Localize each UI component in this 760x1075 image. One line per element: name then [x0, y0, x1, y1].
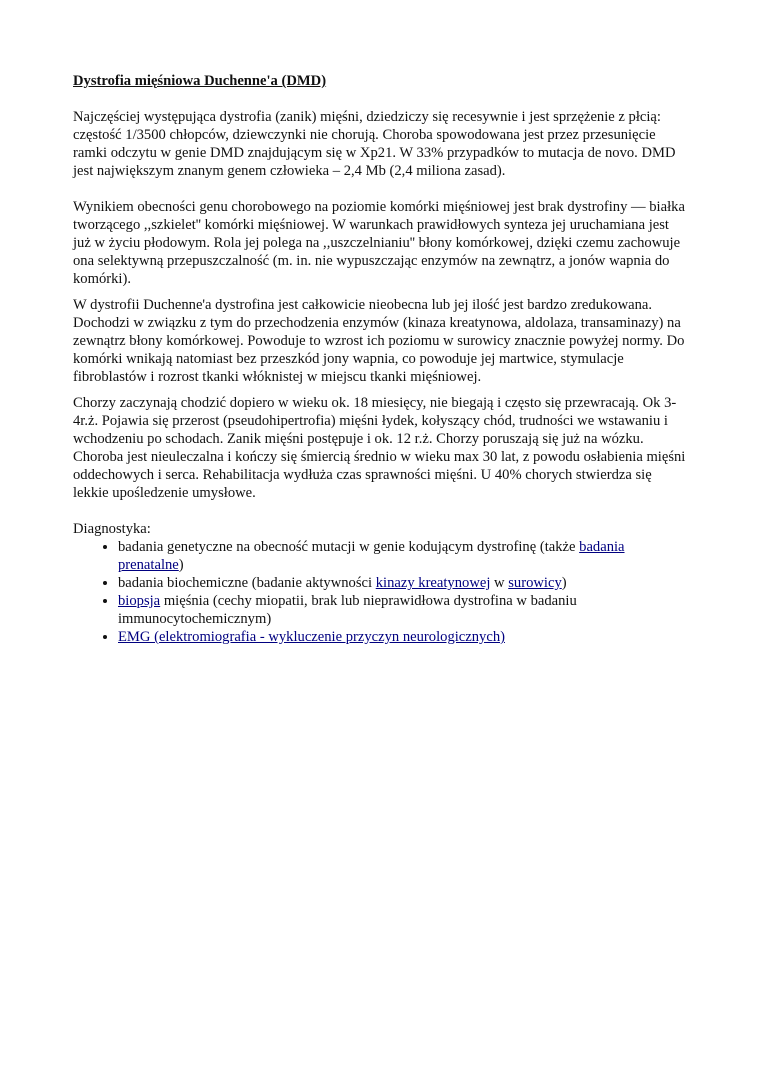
paragraph-symptoms: Chorzy zaczynają chodzić dopiero w wieku ok. 18 miesięcy, nie biegają i często się przewracają. Ok 3-4r.ż. Pojawia się przerost (pseudohipertrofia) mięśni łydek, kołyszący chód, trudności we wstawaniu i wchodzeniu po schodach. Zanik mięśni postępuje i ok. 12 r.ż. Chorzy poruszają się już na wózku. Choroba jest nieuleczalna i kończy się śmiercią średnio w wieku max 30 lat, z powodu osłabienia mięśni oddechowych i serca. Rehabilitacja wydłuża czas sprawności mięśni. U 40% chorych stwierdza się lekkie upośledzenie umysłowe.	[73, 395, 686, 501]
link-creatine-kinase[interactable]: kinazy kreatynowej	[375, 575, 491, 591]
list-item-text: w	[490, 575, 509, 591]
diagnostics-list	[73, 538, 688, 646]
paragraph-dystrophin-role: Wynikiem obecności genu chorobowego na poziomie komórki mięśniowej jest brak dystrofiny — białka tworzącego ,,szkielet'' komórki mięśniowej. W warunkach prawidłowych synteza jej uruchamiana jest już w życiu płodowym. Rola jej polega na ,,uszczelnianiu'' błony komórkowej, dzięki czemu zachowuje ona selektywną przepuszczalność (m. in. nie wypuszczając enzymów na zewnątrz, a jonów wapnia do komórki).	[73, 199, 685, 287]
list-item-genetic-tests	[118, 538, 688, 574]
list-item-biopsy	[118, 592, 688, 628]
document-page	[73, 72, 688, 646]
list-item-text: )	[561, 575, 567, 591]
list-item-emg	[118, 628, 688, 646]
link-biopsy[interactable]: biopsja	[118, 593, 161, 609]
diagnostics-label: Diagnostyka:	[73, 521, 151, 537]
list-item-biochemical-tests	[118, 574, 688, 592]
document-title: Dystrofia mięśniowa Duchenne'a (DMD)	[73, 73, 327, 89]
link-serum[interactable]: surowicy	[508, 575, 562, 591]
link-prenatal-tests[interactable]: badania prenatalne	[118, 539, 625, 573]
list-item-text: mięśnia (cechy miopatii, brak lub nieprawidłowa dystrofina w badaniu immunocytochemicznym)	[118, 593, 577, 627]
paragraph-pathology: W dystrofii Duchenne'a dystrofina jest całkowicie nieobecna lub jej ilość jest bardzo zredukowana. Dochodzi w związku z tym do przechodzenia enzymów (kinaza kreatynowa, aldolaza, transaminazy) na zewnątrz błony komórkowej. Powoduje to wzrost ich poziomu w surowicy znacznie powyżej normy. Do komórki wnikają natomiast bez przeszkód jony wapnia, co powoduje jej martwice, stymulacje fibroblastów i rozrost tkanki włóknistej w miejscu tkanki mięśniowej.	[73, 297, 685, 385]
list-item-text: badania genetyczne na obecność mutacji w genie kodującym dystrofinę (także	[118, 539, 580, 555]
list-item-text: badania biochemiczne (badanie aktywności	[118, 575, 376, 591]
link-emg[interactable]: EMG (elektromiografia - wykluczenie przyczyn neurologicznych)	[118, 629, 505, 645]
paragraph-intro: Najczęściej występująca dystrofia (zanik) mięśni, dziedziczy się recesywnie i jest sprzężenie z płcią: częstość 1/3500 chłopców, dziewczynki nie chorują. Choroba spowodowana jest przez przesunięcie ramki odczytu w genie DMD znajdującym się w Xp21. W 33% przypadków to mutacja de novo. DMD jest największym znanym genem człowieka – 2,4 Mb (2,4 miliona zasad).	[73, 109, 676, 179]
list-item-text: )	[178, 557, 184, 573]
